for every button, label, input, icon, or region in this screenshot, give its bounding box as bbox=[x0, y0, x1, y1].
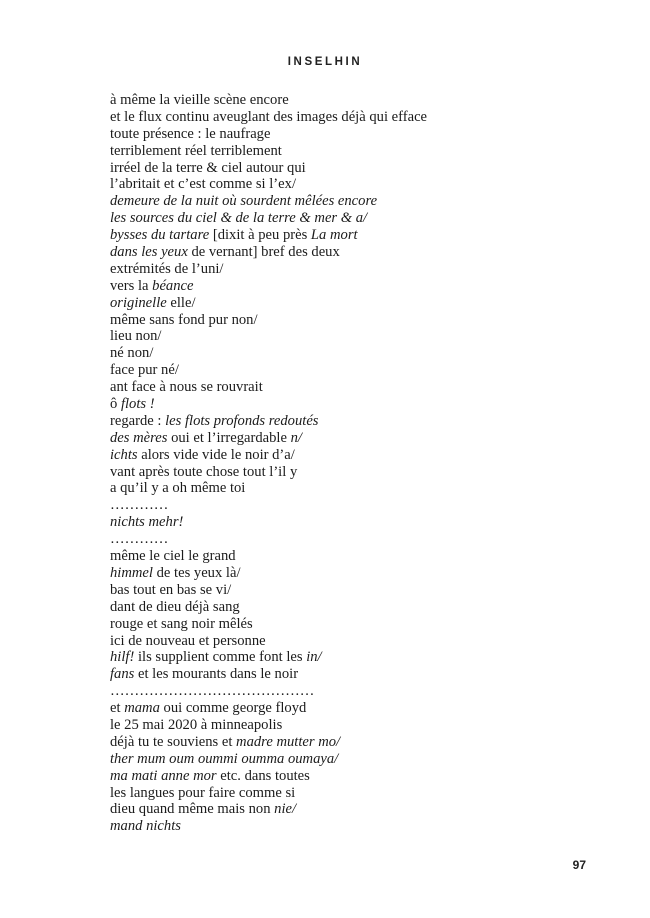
roman-text: …………………………………… bbox=[110, 683, 315, 700]
roman-text: l’abritait et c’est comme si l’ex/ bbox=[110, 176, 296, 193]
roman-text: même sans fond pur non/ bbox=[110, 311, 258, 328]
poem-line bbox=[110, 548, 610, 565]
poem-line bbox=[110, 480, 610, 497]
roman-text: a qu’il y a oh même toi bbox=[110, 480, 246, 497]
poem-line bbox=[110, 312, 610, 329]
poem-line bbox=[110, 430, 610, 447]
italic-text: madre mutter mo/ bbox=[236, 733, 341, 750]
italic-text: flots ! bbox=[120, 396, 155, 413]
poem-line bbox=[110, 616, 610, 633]
poem-line bbox=[110, 582, 610, 599]
italic-text: mama bbox=[124, 700, 160, 717]
poem-line bbox=[110, 447, 610, 464]
poem-line bbox=[110, 514, 610, 531]
poem-line bbox=[110, 413, 610, 430]
poem-line bbox=[110, 683, 610, 700]
roman-text: [dixit à peu près bbox=[209, 227, 311, 244]
roman-text: etc. dans toutes bbox=[216, 767, 310, 784]
poem-line bbox=[110, 734, 610, 751]
poem-line bbox=[110, 717, 610, 734]
poem-line bbox=[110, 464, 610, 481]
poem-line bbox=[110, 362, 610, 379]
italic-text: La mort bbox=[310, 227, 358, 244]
poem-line bbox=[110, 295, 610, 312]
poem-line bbox=[110, 396, 610, 413]
poem-line bbox=[110, 785, 610, 802]
roman-text: et le flux continu aveuglant des images déjà qui efface bbox=[110, 108, 428, 125]
poem-line bbox=[110, 193, 610, 210]
roman-text: alors vide vide le noir d’a/ bbox=[137, 446, 295, 463]
italic-text: les sources du ciel & de la terre & mer & a/ bbox=[110, 210, 368, 227]
italic-text: nie/ bbox=[274, 801, 297, 818]
poem-line bbox=[110, 633, 610, 650]
roman-text: face pur né/ bbox=[110, 362, 179, 379]
roman-text: lieu non/ bbox=[110, 328, 162, 345]
poem-line bbox=[110, 666, 610, 683]
poem-line bbox=[110, 818, 610, 835]
roman-text: et bbox=[110, 700, 125, 717]
roman-text: elle/ bbox=[166, 294, 196, 311]
poem-line bbox=[110, 531, 610, 548]
poem-line bbox=[110, 751, 610, 768]
poem-line bbox=[110, 261, 610, 278]
roman-text: de tes yeux là/ bbox=[152, 564, 241, 581]
italic-text: demeure de la nuit où sourdent mêlées encore bbox=[110, 193, 378, 210]
roman-text: vant après toute chose tout l’il y bbox=[110, 463, 298, 480]
roman-text: rouge et sang noir mêlés bbox=[110, 615, 253, 632]
poem-line bbox=[110, 565, 610, 582]
roman-text: extrémités de l’uni/ bbox=[110, 260, 224, 277]
poem-line bbox=[110, 160, 610, 177]
page-number: 97 bbox=[572, 858, 586, 872]
poem-line bbox=[110, 227, 610, 244]
italic-text: des mères bbox=[110, 429, 168, 446]
roman-text: oui et l’irregardable bbox=[167, 429, 291, 446]
poem-line bbox=[110, 244, 610, 261]
poem-line bbox=[110, 649, 610, 666]
roman-text: né non/ bbox=[110, 345, 154, 362]
roman-text: de vernant] bref des deux bbox=[187, 244, 340, 261]
italic-text: les flots profonds redoutés bbox=[165, 412, 319, 429]
poem-line bbox=[110, 497, 610, 514]
italic-text: fans bbox=[110, 666, 135, 683]
roman-text: irréel de la terre & ciel autour qui bbox=[110, 159, 306, 176]
italic-text: n/ bbox=[290, 429, 302, 446]
poem-line bbox=[110, 92, 610, 109]
poem-line bbox=[110, 143, 610, 160]
poem-text bbox=[110, 92, 610, 835]
roman-text: toute présence : le naufrage bbox=[110, 125, 271, 142]
italic-text: himmel bbox=[110, 564, 153, 581]
italic-text: hilf! bbox=[110, 649, 135, 666]
poem-line bbox=[110, 109, 610, 126]
running-header: INSELHIN bbox=[287, 56, 363, 68]
roman-text: bas tout en bas se vi/ bbox=[110, 581, 232, 598]
roman-text: ant face à nous se rouvrait bbox=[110, 379, 263, 396]
poem-line bbox=[110, 176, 610, 193]
poem-line bbox=[110, 210, 610, 227]
poem-line bbox=[110, 328, 610, 345]
roman-text: à même la vieille scène encore bbox=[110, 92, 289, 108]
italic-text: ma mati anne mor bbox=[110, 767, 217, 784]
poem-line bbox=[110, 700, 610, 717]
italic-text: dans les yeux bbox=[110, 244, 188, 261]
poem-line bbox=[110, 126, 610, 143]
roman-text: dant de dieu déjà sang bbox=[110, 598, 240, 615]
roman-text: ô bbox=[110, 396, 121, 413]
roman-text: ………… bbox=[110, 497, 169, 514]
roman-text: ici de nouveau et personne bbox=[110, 632, 266, 649]
italic-text: nichts mehr! bbox=[110, 514, 184, 531]
roman-text: oui comme george floyd bbox=[159, 700, 307, 717]
poem-line bbox=[110, 768, 610, 785]
poem-line bbox=[110, 599, 610, 616]
roman-text: déjà tu te souviens et bbox=[110, 733, 237, 750]
roman-text: terriblement réel terriblement bbox=[110, 142, 282, 159]
italic-text: mand nichts bbox=[110, 818, 181, 835]
roman-text: même le ciel le grand bbox=[110, 548, 236, 565]
poem-line bbox=[110, 379, 610, 396]
italic-text: originelle bbox=[110, 294, 167, 311]
poem-line bbox=[110, 345, 610, 362]
poem-line bbox=[110, 278, 610, 295]
roman-text: et les mourants dans le noir bbox=[134, 666, 299, 683]
italic-text: ichts bbox=[110, 446, 138, 463]
italic-text: in/ bbox=[306, 649, 322, 666]
roman-text: dieu quand même mais non bbox=[110, 801, 275, 818]
italic-text: béance bbox=[152, 277, 194, 294]
roman-text: les langues pour faire comme si bbox=[110, 784, 296, 801]
roman-text: le 25 mai 2020 à minneapolis bbox=[110, 716, 283, 733]
roman-text: ils supplient comme font les bbox=[134, 649, 307, 666]
roman-text: regarde : bbox=[110, 412, 166, 429]
roman-text: vers la bbox=[110, 277, 153, 294]
poem-line bbox=[110, 801, 610, 818]
roman-text: ………… bbox=[110, 531, 169, 548]
italic-text: bysses du tartare bbox=[110, 227, 210, 244]
italic-text: ther mum oum oummi oumma oumaya/ bbox=[110, 750, 339, 767]
